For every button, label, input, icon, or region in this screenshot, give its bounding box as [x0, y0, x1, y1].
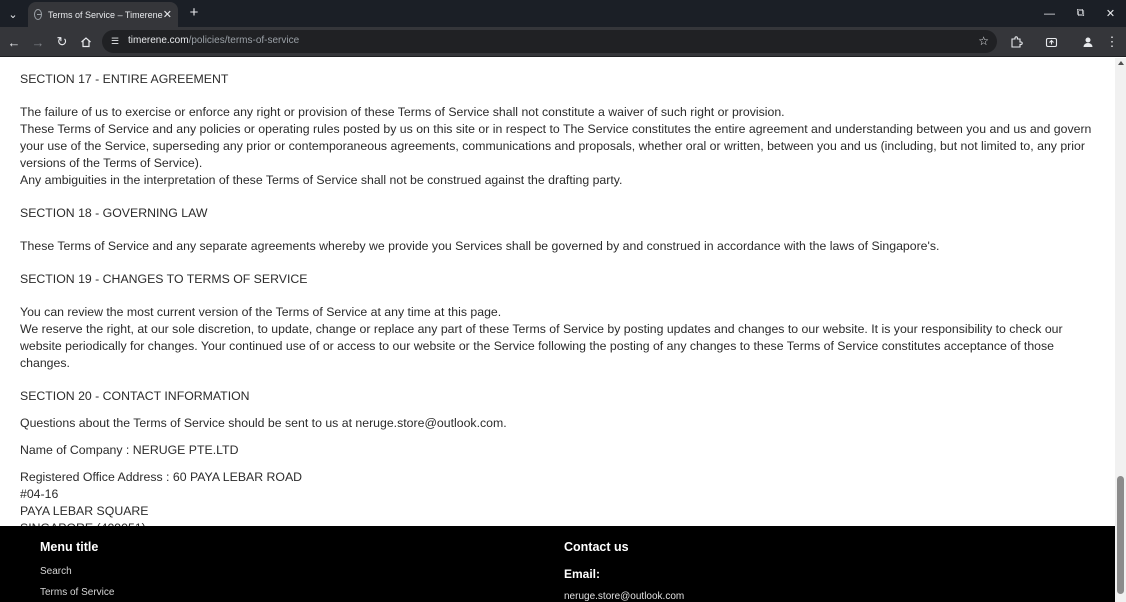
url-host: timerene.com — [128, 35, 189, 46]
address-bar[interactable] — [102, 30, 997, 53]
section-18-heading: SECTION 18 - GOVERNING LAW — [20, 206, 208, 220]
restore-button[interactable] — [1065, 0, 1096, 27]
section-19-heading: SECTION 19 - CHANGES TO TERMS OF SERVICE — [20, 272, 308, 286]
tab-search-button[interactable] — [3, 4, 23, 24]
cast-button[interactable] — [1041, 32, 1061, 52]
url-text — [128, 35, 299, 46]
home-button[interactable] — [76, 32, 96, 52]
plus-icon: + — [189, 4, 199, 21]
section-17-paragraph-1: The failure of us to exercise or enforce any right or provision of these Terms of Service shall not constitute a waiver of such right or provision. — [20, 105, 785, 119]
section-20-heading: SECTION 20 - CONTACT INFORMATION — [20, 389, 250, 403]
reload-button[interactable] — [52, 32, 72, 52]
company-name: Name of Company : NERUGE PTE.LTD — [20, 443, 239, 457]
home-icon — [80, 36, 92, 48]
new-tab-button[interactable] — [185, 4, 203, 22]
forward-arrow-icon: → — [31, 34, 45, 50]
footer-contact — [564, 540, 684, 602]
footer-menu-title: Menu title — [40, 540, 99, 554]
minimize-icon: — — [1044, 7, 1055, 20]
tab-close-button[interactable]: ✕ — [162, 9, 172, 21]
tab-strip — [0, 0, 1126, 27]
puzzle-icon — [1010, 36, 1023, 49]
footer-contact-title: Contact us — [564, 540, 629, 554]
forward-button[interactable] — [28, 32, 48, 52]
page-viewport — [0, 58, 1115, 526]
footer-link-search[interactable]: Search — [40, 566, 72, 577]
back-arrow-icon: ← — [7, 34, 21, 50]
section-19-paragraph-2: We reserve the right, at our sole discretion, to update, change or replace any part of these Terms of Service by posting updates and changes to our website. It is your responsibility to check our website periodically for changes. Your continued use of or access to our website or the Service following the posting of any changes to these Terms of Service constitutes acceptance of those changes. — [20, 322, 1063, 370]
reload-icon: ↻ — [56, 34, 68, 49]
site-footer — [0, 526, 1115, 602]
section-17-paragraph-3: Any ambiguities in the interpretation of these Terms of Service shall not be construed against the drafting party. — [20, 173, 623, 187]
footer-email-link[interactable]: neruge.store@outlook.com — [564, 591, 685, 602]
footer-menu — [40, 540, 114, 598]
address-line-2: #04-16 — [20, 487, 59, 501]
section-17-paragraph-2: These Terms of Service and any policies or operating rules posted by us on this site or in respect to The Service constitutes the entire agreement and understanding between you and us and govern your use of the Service, superseding any prior or contemporaneous agreements, communications and proposals, whether oral or written, between you and us (including, but not limited to, any prior versions of the Terms of Service). — [20, 122, 1092, 170]
close-icon: ✕ — [1105, 8, 1116, 20]
scroll-up-arrow-icon[interactable] — [1118, 61, 1124, 65]
address-line-1: Registered Office Address : 60 PAYA LEBAR ROAD — [20, 470, 303, 484]
restore-icon: ⧉ — [1076, 7, 1085, 19]
page-scrollbar[interactable] — [1115, 58, 1126, 602]
chevron-down-icon: ⌄ — [8, 8, 18, 21]
tune-icon[interactable]: ☰ — [110, 36, 120, 46]
scrollbar-thumb[interactable] — [1117, 476, 1124, 594]
browser-tab-active[interactable] — [28, 2, 178, 27]
extensions-button[interactable] — [1006, 32, 1026, 52]
section-17-heading: SECTION 17 - ENTIRE AGREEMENT — [20, 72, 229, 86]
terms-content — [20, 71, 1100, 537]
address-line-3: PAYA LEBAR SQUARE — [20, 504, 149, 518]
tab-title: Terms of Service – Timerene — [48, 9, 163, 20]
globe-icon — [34, 9, 42, 20]
profile-button[interactable] — [1078, 32, 1098, 52]
section-19-paragraph-1: You can review the most current version of the Terms of Service at any time at this page. — [20, 305, 502, 319]
section-20-paragraph-1: Questions about the Terms of Service should be sent to us at neruge.store@outlook.com. — [20, 416, 507, 430]
star-icon[interactable]: ☆ — [978, 34, 989, 48]
cast-icon — [1045, 36, 1058, 49]
browser-toolbar — [0, 27, 1126, 57]
url-path: /policies/terms-of-service — [188, 35, 300, 46]
close-window-button[interactable] — [1095, 0, 1126, 27]
section-18-paragraph-1: These Terms of Service and any separate agreements whereby we provide you Services shall be governed by and construed in accordance with the laws of Singapore's. — [20, 239, 940, 253]
minimize-button[interactable] — [1034, 0, 1065, 27]
back-button[interactable] — [4, 32, 24, 52]
person-icon — [1082, 36, 1094, 48]
footer-email-label: Email: — [564, 567, 601, 581]
browser-menu-button[interactable] — [1102, 32, 1122, 52]
footer-link-terms[interactable]: Terms of Service — [40, 587, 115, 598]
kebab-menu-icon: ⋮ — [1105, 34, 1119, 49]
